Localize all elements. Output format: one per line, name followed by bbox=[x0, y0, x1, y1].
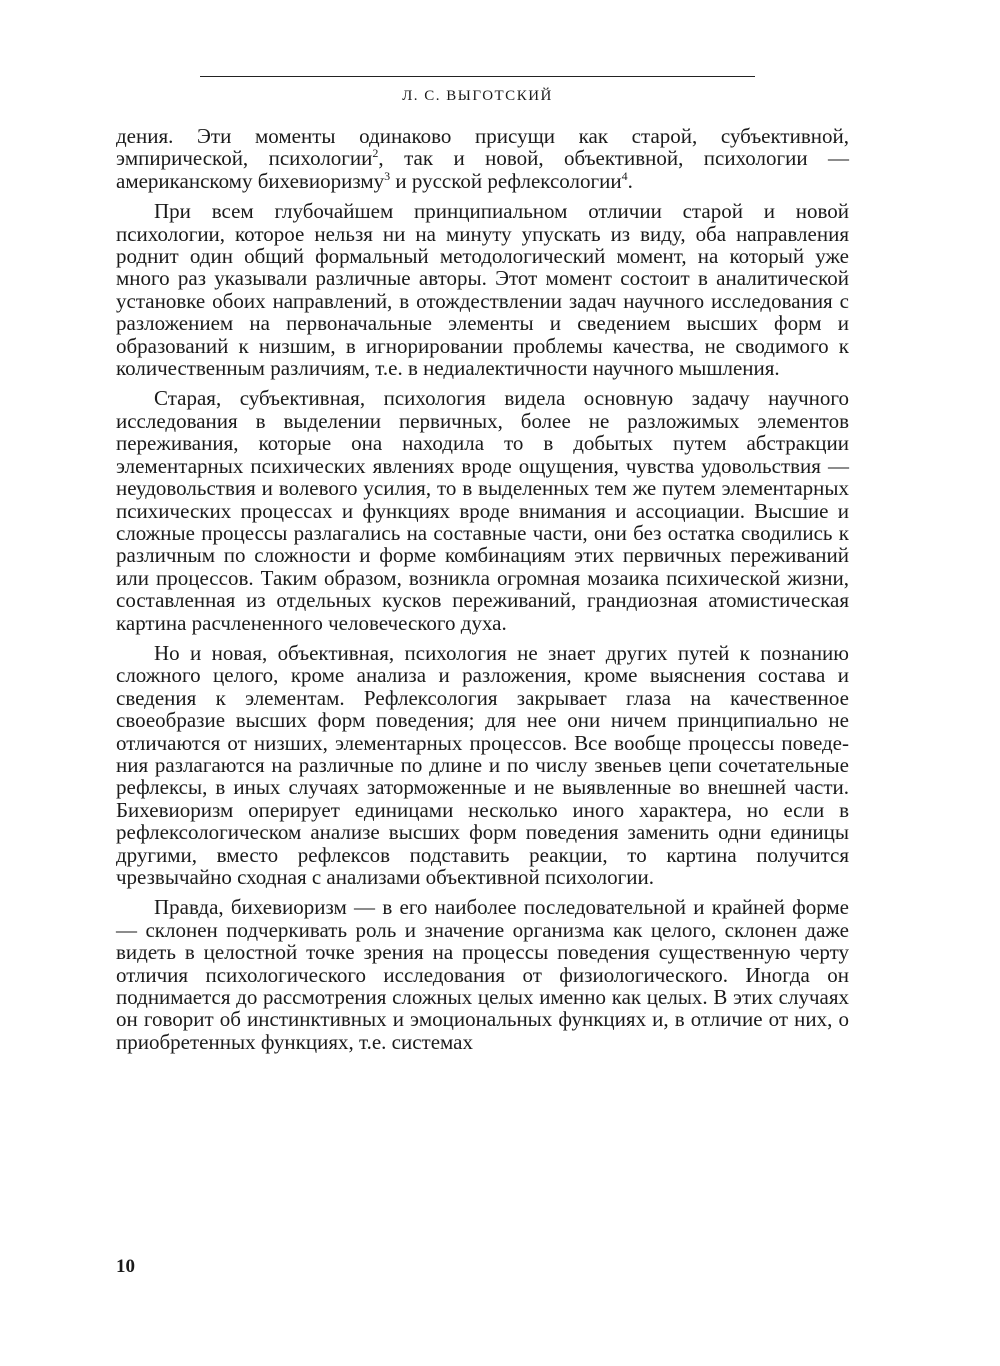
page-number: 10 bbox=[116, 1256, 135, 1277]
text-run: и русской рефлексологии bbox=[390, 168, 622, 193]
header-rule bbox=[200, 76, 755, 77]
text-run: дения. Эти моменты одинаково присущи как старой, субъективной, эмпирической, психологии bbox=[116, 124, 849, 171]
paragraph-1 bbox=[116, 125, 849, 192]
running-head: Л. С. ВЫГОТСКИЙ bbox=[402, 88, 553, 104]
text-run: Старая, субъективная, психология видела основную задачу научного исследования в выделении первичных, более не разложимых элементов переживания, которые она находила то в добытых путем абстракции элементарных психических явлениях вроде ощущения, чувства удовольствия — неудовольствия и волевого усилия, то в выделенных тем же путем элементарных психических процессах и функциях вроде внимания и ассоциации. Высшие и сложные процессы разлагались на составные части, они без остатка сводились к различным по сложности и форме комбинациям этих первичных переживаний или процессов. Таким образом, возникла огромная мозаика психической жизни, составленная из отдельных кусков переживаний, грандиозная атомистическая картина расчлененного человеческого духа. bbox=[116, 386, 849, 635]
text-run: , так и новой, объективной, психологии — американскому бихевиоризму bbox=[116, 146, 849, 193]
text-run: . bbox=[627, 168, 633, 193]
paragraph-4 bbox=[116, 642, 849, 888]
footnote-marker: 4 bbox=[621, 168, 628, 183]
footnote-marker: 3 bbox=[384, 168, 391, 183]
body-text bbox=[116, 125, 849, 1053]
text-run: При всем глубочайшем принципиальном отличии старой и новой психологии, которое нельзя ни на минуту упускать из виду, оба направления роднит один общий формальный методологический момент, на который уже много раз указывали различные авторы. Этот момент состоит в аналитической установке обоих направлений, в отождествлении задач научного исследования с разложением на первоначальные элементы и сведением высших форм и образований к низшим, в игнорировании проблемы качества, не сводимого к количественным различиям, т.е. в недиалектичности научного мышления. bbox=[116, 199, 849, 381]
paragraph-3 bbox=[116, 387, 849, 633]
paragraph-5 bbox=[116, 896, 849, 1053]
text-run: Но и новая, объективная, психология не знает других путей к познанию сложного целого, кроме анализа и разложения, кроме выяснения состава и сведения к элементам. Рефлексология закрывает глаза на качественное своеобразие высших форм поведения; для нее они ничем принципиально не отличаются от низших, элементарных процессов. Все вообще процессы поведения разлагаются на различные по длине и по числу звеньев цепи сочетательные рефлексы, в иных случаях заторможенные и не выявленные во внешней части. Бихевиоризм оперирует единицами несколько иного характера, но если в рефлексологическом анализе высших форм поведения заменить одни единицы другими, вместо рефлексов подставить реакции, то картина получится чрезвычайно сходная с анализами объективной психологии. bbox=[116, 640, 849, 889]
text-run: Правда, бихевиоризм — в его наиболее последовательной и крайней форме — склонен подчеркивать роль и значение организма как целого, склонен даже видеть в целостной точке зрения на процессы поведения существенную черту отличия психологического исследования от физиологического. Иногда он поднимается до рассмотрения сложных целых именно как целых. В этих случаях он говорит об инстинктивных и эмоциональных функциях и, в отличие от них, о приобретенных функциях, т.е. системах bbox=[116, 895, 849, 1054]
paragraph-2 bbox=[116, 200, 849, 379]
footnote-marker: 2 bbox=[372, 146, 379, 161]
